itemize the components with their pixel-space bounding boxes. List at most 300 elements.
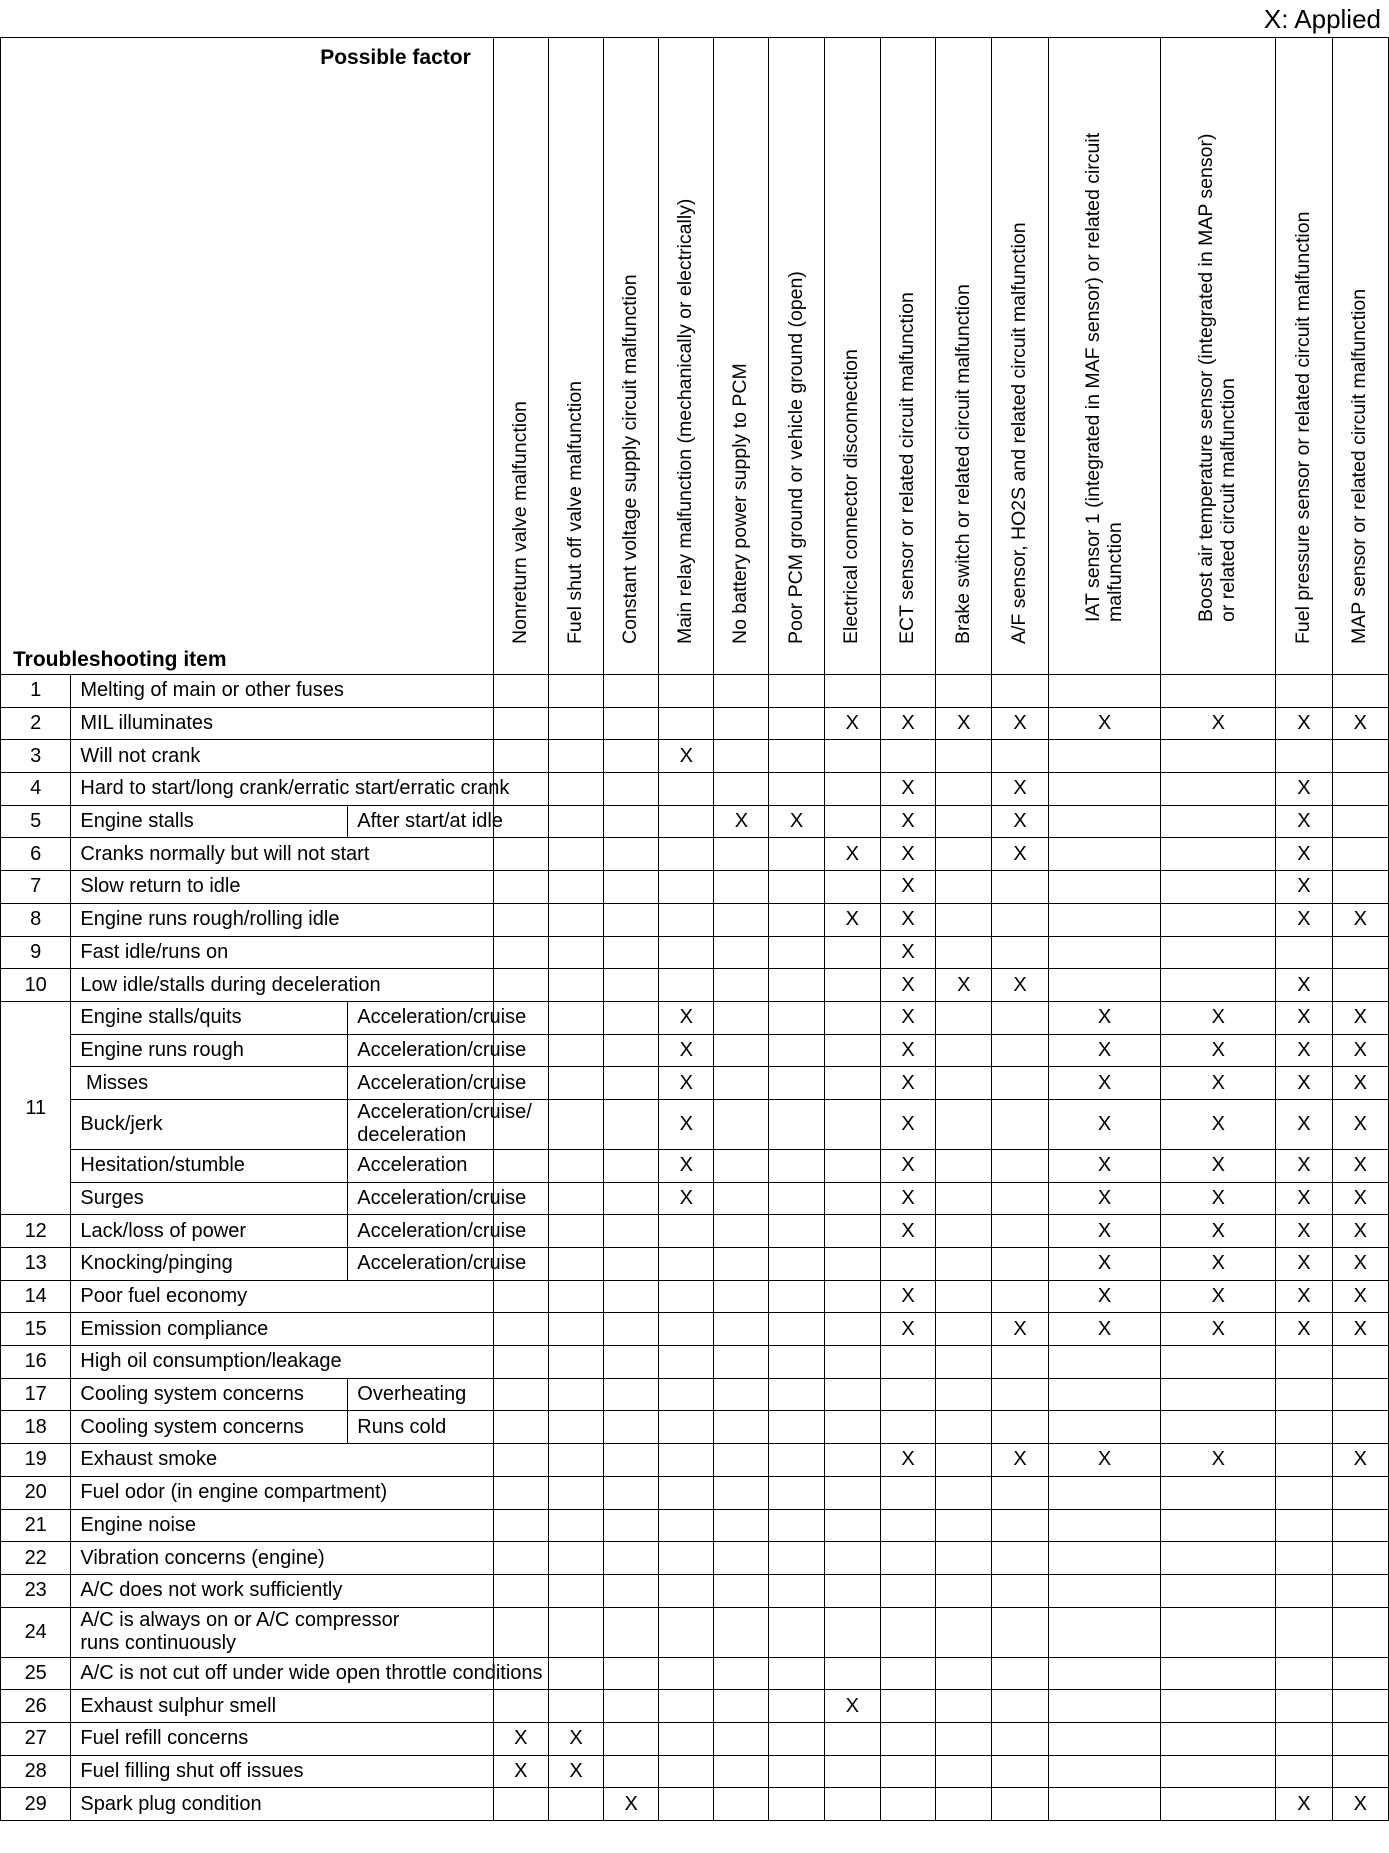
factor-cell (824, 1346, 880, 1379)
factor-cell (1276, 838, 1332, 871)
table-row (1, 1657, 1389, 1690)
factor-cell (769, 675, 824, 708)
factor-cell (1161, 1182, 1276, 1215)
factor-cell (1276, 1034, 1332, 1067)
factor-cell (1332, 1280, 1388, 1313)
factor-cell (1161, 1215, 1276, 1248)
applied-mark: X (1353, 1112, 1367, 1135)
factor-cell (1048, 838, 1161, 871)
factor-cell (659, 1657, 714, 1690)
factor-cell (1276, 1280, 1332, 1313)
troubleshooting-item (71, 1149, 348, 1182)
applied-mark: X (569, 1727, 583, 1750)
factor-cell (1332, 1313, 1388, 1346)
factor-cell (1276, 1182, 1332, 1215)
applied-mark: X (734, 810, 749, 833)
factor-cell (936, 675, 992, 708)
factor-cell (1161, 1476, 1276, 1509)
factor-cell (714, 1411, 769, 1444)
factor-cell (604, 773, 659, 806)
factor-cell (824, 1280, 880, 1313)
factor-cell (769, 1574, 824, 1607)
condition-cell (348, 1001, 527, 1034)
applied-mark: X (1297, 810, 1311, 833)
factor-label: MAP sensor or related circuit malfunction (1348, 288, 1371, 644)
factor-cell (493, 903, 548, 936)
factor-cell (548, 1067, 603, 1100)
factor-cell (824, 1248, 880, 1281)
factor-cell (659, 1248, 714, 1281)
factor-cell (493, 969, 548, 1002)
factor-cell (880, 675, 935, 708)
applied-mark: X (1297, 777, 1311, 800)
row-number: 5 (1, 805, 71, 838)
factor-cell (880, 707, 935, 740)
item-text: Fast idle/runs on (80, 940, 229, 963)
factor-cell (548, 1509, 603, 1542)
troubleshooting-item (71, 1248, 348, 1281)
troubleshooting-item (71, 1722, 493, 1755)
factor-cell (824, 969, 880, 1002)
row-number: 15 (1, 1313, 71, 1346)
factor-cell (548, 1001, 603, 1034)
factor-cell (548, 1378, 603, 1411)
factor-cell (548, 1657, 603, 1690)
item-text: Low idle/stalls during deceleration (80, 973, 381, 996)
applied-mark: X (901, 908, 915, 931)
item-text: Hard to start/long crank/erratic start/erratic crank (80, 777, 510, 800)
factor-cell (880, 871, 935, 904)
factor-cell (992, 1149, 1048, 1182)
factor-cell (548, 969, 603, 1002)
factor-cell (880, 1509, 935, 1542)
factor-cell (1276, 1001, 1332, 1034)
factor-cell (1161, 1574, 1276, 1607)
applied-mark: X (1097, 1038, 1112, 1061)
item-text: Cranks normally but will not start (80, 842, 370, 865)
row-number: 27 (1, 1722, 71, 1755)
factor-cell (714, 1034, 769, 1067)
factor-cell (1332, 805, 1388, 838)
item-text: Engine runs rough/rolling idle (80, 908, 340, 931)
factor-cell (1276, 1248, 1332, 1281)
factor-header-14 (1332, 38, 1388, 675)
factor-cell (1276, 1149, 1332, 1182)
factor-cell (714, 1542, 769, 1575)
factor-header-5 (714, 38, 769, 675)
factor-cell (548, 1755, 603, 1788)
factor-cell (604, 1034, 659, 1067)
factor-cell (880, 936, 935, 969)
factor-cell (604, 1378, 659, 1411)
factor-cell (659, 1182, 714, 1215)
factor-cell (824, 1411, 880, 1444)
factor-cell (824, 740, 880, 773)
factor-cell (659, 1099, 714, 1149)
factor-cell (548, 1574, 603, 1607)
factor-cell (1161, 1509, 1276, 1542)
factor-cell (714, 1099, 769, 1149)
factor-label: Brake switch or related circuit malfunction (951, 284, 974, 644)
row-number: 7 (1, 871, 71, 904)
factor-header-2 (548, 38, 603, 675)
factor-cell (992, 903, 1048, 936)
factor-cell (1161, 1248, 1276, 1281)
factor-cell (769, 740, 824, 773)
condition-cell (348, 1215, 527, 1248)
factor-cell (1276, 1657, 1332, 1690)
applied-mark: X (901, 940, 915, 963)
factor-cell (659, 1542, 714, 1575)
factor-cell (992, 1788, 1048, 1821)
factor-cell (1161, 740, 1276, 773)
factor-label: Boost air temperature sensor (integrated in MAP sensor) (1195, 133, 1218, 622)
factor-cell (548, 805, 603, 838)
factor-header-8 (880, 38, 935, 675)
item-text: Vibration concerns (engine) (80, 1546, 325, 1569)
table-row (1, 1411, 1389, 1444)
applied-mark: X (1353, 1792, 1367, 1815)
factor-cell (936, 1722, 992, 1755)
table-row (1, 1149, 1389, 1182)
factor-cell (769, 1313, 824, 1346)
factor-cell (936, 1248, 992, 1281)
factor-header-3 (604, 38, 659, 675)
troubleshooting-item (71, 969, 493, 1002)
factor-cell (604, 1476, 659, 1509)
row-number: 24 (1, 1607, 71, 1657)
item-text: Exhaust sulphur smell (80, 1694, 277, 1717)
factor-cell (1161, 675, 1276, 708)
factor-cell (659, 1690, 714, 1723)
troubleshooting-item (71, 1067, 348, 1100)
factor-cell (1048, 1280, 1161, 1313)
factor-cell (824, 1215, 880, 1248)
item-text: Engine noise (80, 1513, 197, 1536)
applied-mark: X (901, 1448, 915, 1471)
factor-cell (1276, 1509, 1332, 1542)
factor-cell (769, 1280, 824, 1313)
table-row (1, 1346, 1389, 1379)
factor-cell (1048, 871, 1161, 904)
factor-cell (493, 1690, 548, 1723)
condition-text: Overheating (357, 1383, 467, 1406)
factor-cell (1048, 1067, 1161, 1100)
table-row (1, 1755, 1389, 1788)
factor-cell (936, 1001, 992, 1034)
factor-cell (1048, 1182, 1161, 1215)
factor-cell (992, 1182, 1048, 1215)
factor-cell (1276, 675, 1332, 708)
applied-mark: X (514, 1727, 528, 1750)
item-text: A/C is always on or A/C compressor runs continuously (80, 1609, 400, 1655)
item-text: A/C does not work sufficiently (80, 1579, 343, 1602)
factor-cell (992, 1378, 1048, 1411)
condition-cell (348, 1378, 494, 1411)
applied-mark: X (1097, 1186, 1112, 1209)
factor-cell (1332, 1215, 1388, 1248)
applied-mark: X (1211, 1285, 1225, 1308)
factor-cell (714, 675, 769, 708)
factor-cell (769, 1034, 824, 1067)
factor-cell (604, 1215, 659, 1248)
troubleshooting-item (71, 1690, 493, 1723)
row-number: 10 (1, 969, 71, 1002)
factor-cell (659, 1788, 714, 1821)
factor-cell (880, 1444, 935, 1477)
factor-cell (1048, 1149, 1161, 1182)
corner-cell (1, 38, 494, 675)
factor-cell (1332, 1378, 1388, 1411)
item-text: Fuel odor (in engine compartment) (80, 1481, 388, 1504)
applied-mark: X (1211, 1186, 1225, 1209)
factor-cell (659, 1149, 714, 1182)
factor-cell (824, 1149, 880, 1182)
troubleshooting-item (71, 1476, 493, 1509)
applied-mark: X (1211, 712, 1225, 735)
troubleshooting-item-label: Troubleshooting item (13, 648, 227, 671)
factor-cell (1332, 838, 1388, 871)
factor-cell (769, 707, 824, 740)
row-number: 6 (1, 838, 71, 871)
applied-mark: X (1353, 1186, 1367, 1209)
applied-mark: X (845, 908, 859, 931)
factor-cell (936, 805, 992, 838)
troubleshooting-item (71, 1215, 348, 1248)
row-number: 20 (1, 1476, 71, 1509)
condition-text: Acceleration/cruise (357, 1186, 527, 1209)
factor-cell (1276, 1215, 1332, 1248)
factor-cell (880, 838, 935, 871)
factor-cell (824, 1607, 880, 1657)
row-number: 17 (1, 1378, 71, 1411)
factor-label: ECT sensor or related circuit malfunction (896, 292, 918, 644)
factor-cell (714, 1067, 769, 1100)
table-row (1, 903, 1389, 936)
factor-cell (714, 903, 769, 936)
factor-cell (659, 969, 714, 1002)
table-row (1, 1034, 1389, 1067)
factor-cell (548, 1313, 603, 1346)
factor-cell (659, 1001, 714, 1034)
troubleshooting-item (71, 740, 493, 773)
condition-text: Acceleration/cruise (357, 1006, 527, 1029)
troubleshooting-item (71, 903, 493, 936)
applied-mark: X (1097, 712, 1112, 735)
factor-cell (1048, 1542, 1161, 1575)
item-text: Lack/loss of power (80, 1219, 247, 1242)
table-row (1, 1182, 1389, 1215)
applied-mark: X (1353, 1006, 1367, 1029)
table-row (1, 805, 1389, 838)
factor-cell (824, 1067, 880, 1100)
factor-cell (824, 1182, 880, 1215)
item-text: Engine stalls (80, 810, 194, 833)
factor-cell (1332, 1248, 1388, 1281)
condition-text: Acceleration (357, 1154, 468, 1177)
applied-mark: X (1297, 1006, 1311, 1029)
applied-mark: X (901, 1317, 915, 1340)
item-text: Cooling system concerns (80, 1383, 304, 1406)
factor-cell (548, 1444, 603, 1477)
factor-cell (992, 1607, 1048, 1657)
factor-label: Electrical connector disconnection (840, 349, 863, 644)
factor-cell (604, 1690, 659, 1723)
factor-cell (548, 1248, 603, 1281)
factor-cell (493, 1411, 548, 1444)
factor-cell (604, 1657, 659, 1690)
factor-header-10 (992, 38, 1048, 675)
factor-cell (880, 1313, 935, 1346)
factor-cell (1332, 1574, 1388, 1607)
applied-mark: X (1297, 1186, 1311, 1209)
factor-cell (824, 1755, 880, 1788)
factor-cell (1161, 1149, 1276, 1182)
condition-text: Acceleration/cruise (357, 1219, 527, 1242)
factor-cell (992, 1411, 1048, 1444)
factor-cell (1332, 1788, 1388, 1821)
factor-cell (1276, 1378, 1332, 1411)
factor-cell (992, 740, 1048, 773)
factor-cell (769, 838, 824, 871)
applied-mark: X (1013, 712, 1027, 735)
applied-mark: X (1353, 1071, 1367, 1094)
factor-cell (992, 1755, 1048, 1788)
factor-cell (769, 1378, 824, 1411)
applied-mark: X (957, 712, 971, 735)
factor-cell (769, 1788, 824, 1821)
troubleshooting-item (71, 1280, 493, 1313)
factor-cell (1161, 1607, 1276, 1657)
table-row (1, 1215, 1389, 1248)
factor-cell (548, 740, 603, 773)
factor-cell (1332, 1476, 1388, 1509)
factor-cell (604, 1001, 659, 1034)
factor-cell (714, 1444, 769, 1477)
applied-mark: X (679, 1186, 693, 1209)
factor-header-11 (1048, 38, 1161, 675)
factor-cell (936, 1411, 992, 1444)
factor-header-12 (1161, 38, 1276, 675)
factor-cell (493, 1476, 548, 1509)
factor-cell (936, 1607, 992, 1657)
factor-cell (880, 1001, 935, 1034)
factor-cell (880, 1378, 935, 1411)
factor-cell (1161, 969, 1276, 1002)
factor-cell (604, 1313, 659, 1346)
row-number: 28 (1, 1755, 71, 1788)
item-text: MIL illuminates (80, 712, 214, 735)
troubleshooting-item (71, 1607, 493, 1657)
factor-cell (714, 707, 769, 740)
factor-cell (659, 838, 714, 871)
factor-cell (714, 1574, 769, 1607)
factor-label: malfunction (1103, 522, 1126, 622)
factor-cell (1332, 1444, 1388, 1477)
factor-cell (1048, 1755, 1161, 1788)
condition-cell (348, 1034, 527, 1067)
factor-cell (1276, 969, 1332, 1002)
row-number: 13 (1, 1248, 71, 1281)
factor-cell (992, 1509, 1048, 1542)
row-number: 21 (1, 1509, 71, 1542)
factor-cell (1276, 1099, 1332, 1149)
factor-cell (548, 1280, 603, 1313)
factor-cell (1048, 1099, 1161, 1149)
row-number: 18 (1, 1411, 71, 1444)
factor-cell (659, 1574, 714, 1607)
applied-mark: X (1097, 1006, 1112, 1029)
factor-cell (548, 675, 603, 708)
factor-cell (604, 1099, 659, 1149)
factor-cell (1048, 1476, 1161, 1509)
factor-cell (769, 1001, 824, 1034)
table-row (1, 871, 1389, 904)
factor-cell (493, 936, 548, 969)
troubleshooting-item (71, 1411, 348, 1444)
factor-cell (992, 707, 1048, 740)
applied-mark: X (1097, 1317, 1112, 1340)
factor-cell (936, 1444, 992, 1477)
factor-cell (1332, 903, 1388, 936)
applied-mark: X (1097, 1154, 1112, 1177)
factor-cell (493, 1542, 548, 1575)
factor-cell (880, 1182, 935, 1215)
applied-mark: X (845, 712, 859, 735)
factor-cell (1276, 1690, 1332, 1723)
factor-cell (548, 1149, 603, 1182)
item-text: Poor fuel economy (80, 1285, 248, 1308)
factor-cell (1332, 936, 1388, 969)
table-row (1, 1476, 1389, 1509)
table-row (1, 838, 1389, 871)
applied-mark: X (1013, 777, 1027, 800)
factor-cell (1332, 707, 1388, 740)
row-number: 25 (1, 1657, 71, 1690)
factor-label: Nonreturn valve malfunction (508, 401, 531, 644)
table-row (1, 1001, 1389, 1034)
factor-cell (493, 838, 548, 871)
factor-cell (1161, 1788, 1276, 1821)
factor-cell (714, 805, 769, 838)
factor-cell (992, 969, 1048, 1002)
factor-cell (992, 871, 1048, 904)
applied-mark: X (1297, 712, 1311, 735)
factor-cell (769, 871, 824, 904)
item-text: Engine runs rough (80, 1038, 244, 1061)
factor-cell (493, 1509, 548, 1542)
factor-cell (1332, 1346, 1388, 1379)
factor-cell (769, 1657, 824, 1690)
applied-mark: X (901, 1186, 915, 1209)
factor-cell (659, 740, 714, 773)
factor-cell (992, 1067, 1048, 1100)
troubleshooting-item (71, 1001, 348, 1034)
factor-cell (714, 1182, 769, 1215)
factor-cell (1332, 871, 1388, 904)
factor-cell (1332, 1034, 1388, 1067)
factor-cell (824, 1034, 880, 1067)
factor-cell (936, 773, 992, 806)
factor-cell (769, 773, 824, 806)
factor-cell (1048, 1444, 1161, 1477)
applied-mark: X (1097, 1071, 1112, 1094)
factor-cell (548, 1788, 603, 1821)
factor-cell (936, 1542, 992, 1575)
table-row (1, 1313, 1389, 1346)
item-text: Exhaust smoke (80, 1448, 218, 1471)
factor-cell (1048, 675, 1161, 708)
